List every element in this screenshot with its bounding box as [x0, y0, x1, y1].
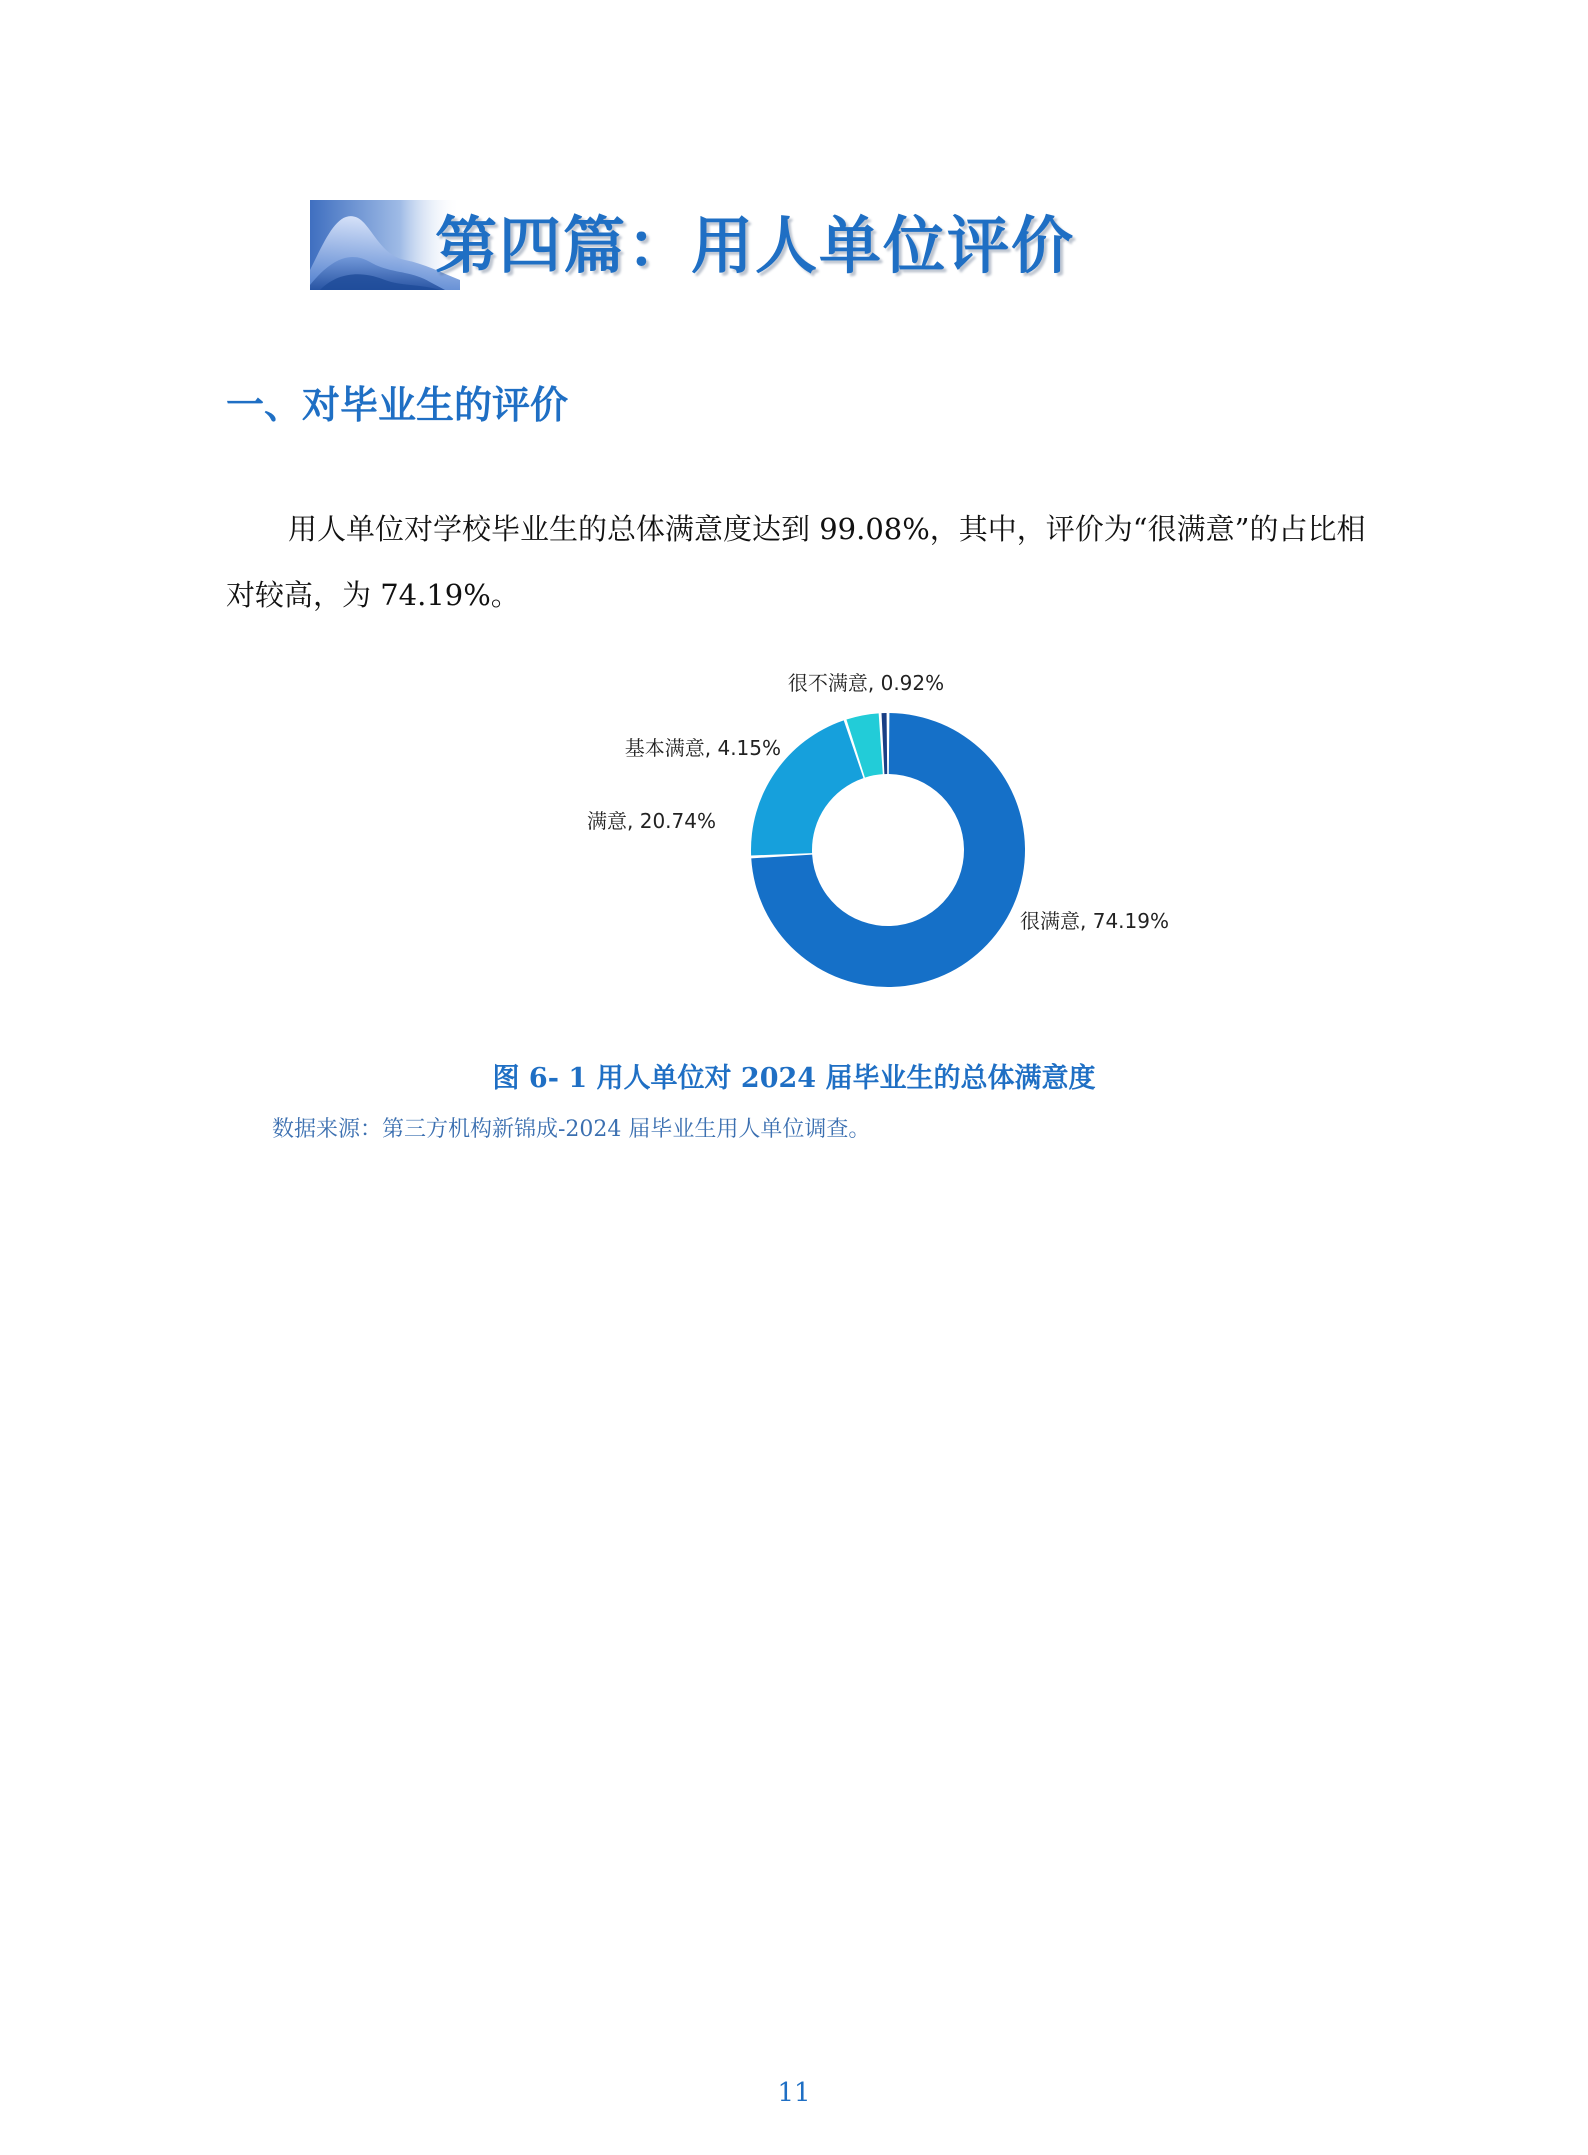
- donut-label-3: 基本满意, 4.15%: [624, 736, 781, 760]
- donut-label-4: 很不满意, 0.92%: [787, 671, 945, 695]
- donut-label-1: 很满意, 74.19%: [1020, 909, 1169, 933]
- donut-label-2: 满意, 20.74%: [587, 809, 716, 833]
- figure-source: 数据来源：第三方机构新锦成-2024 届毕业生用人单位调查。: [272, 1117, 871, 1142]
- figure-caption: 图 6- 1 用人单位对 2024 届毕业生的总体满意度: [492, 1063, 1096, 1094]
- page-number: 11: [777, 2078, 811, 2108]
- part-title-banner: [310, 200, 1190, 292]
- donut-slice-4: [882, 713, 888, 774]
- donut-chart-svg: [408, 650, 1188, 1040]
- part-title: 第四篇：用人单位评价: [435, 209, 1076, 282]
- section-heading: 一、对毕业生的评价: [226, 383, 569, 427]
- satisfaction-donut-chart: [408, 650, 1188, 1040]
- body-paragraph: 用人单位对学校毕业生的总体满意度达到 99.08%，其中，评价为“很满意”的占比相对较高，为 74.19%。: [226, 512, 1366, 612]
